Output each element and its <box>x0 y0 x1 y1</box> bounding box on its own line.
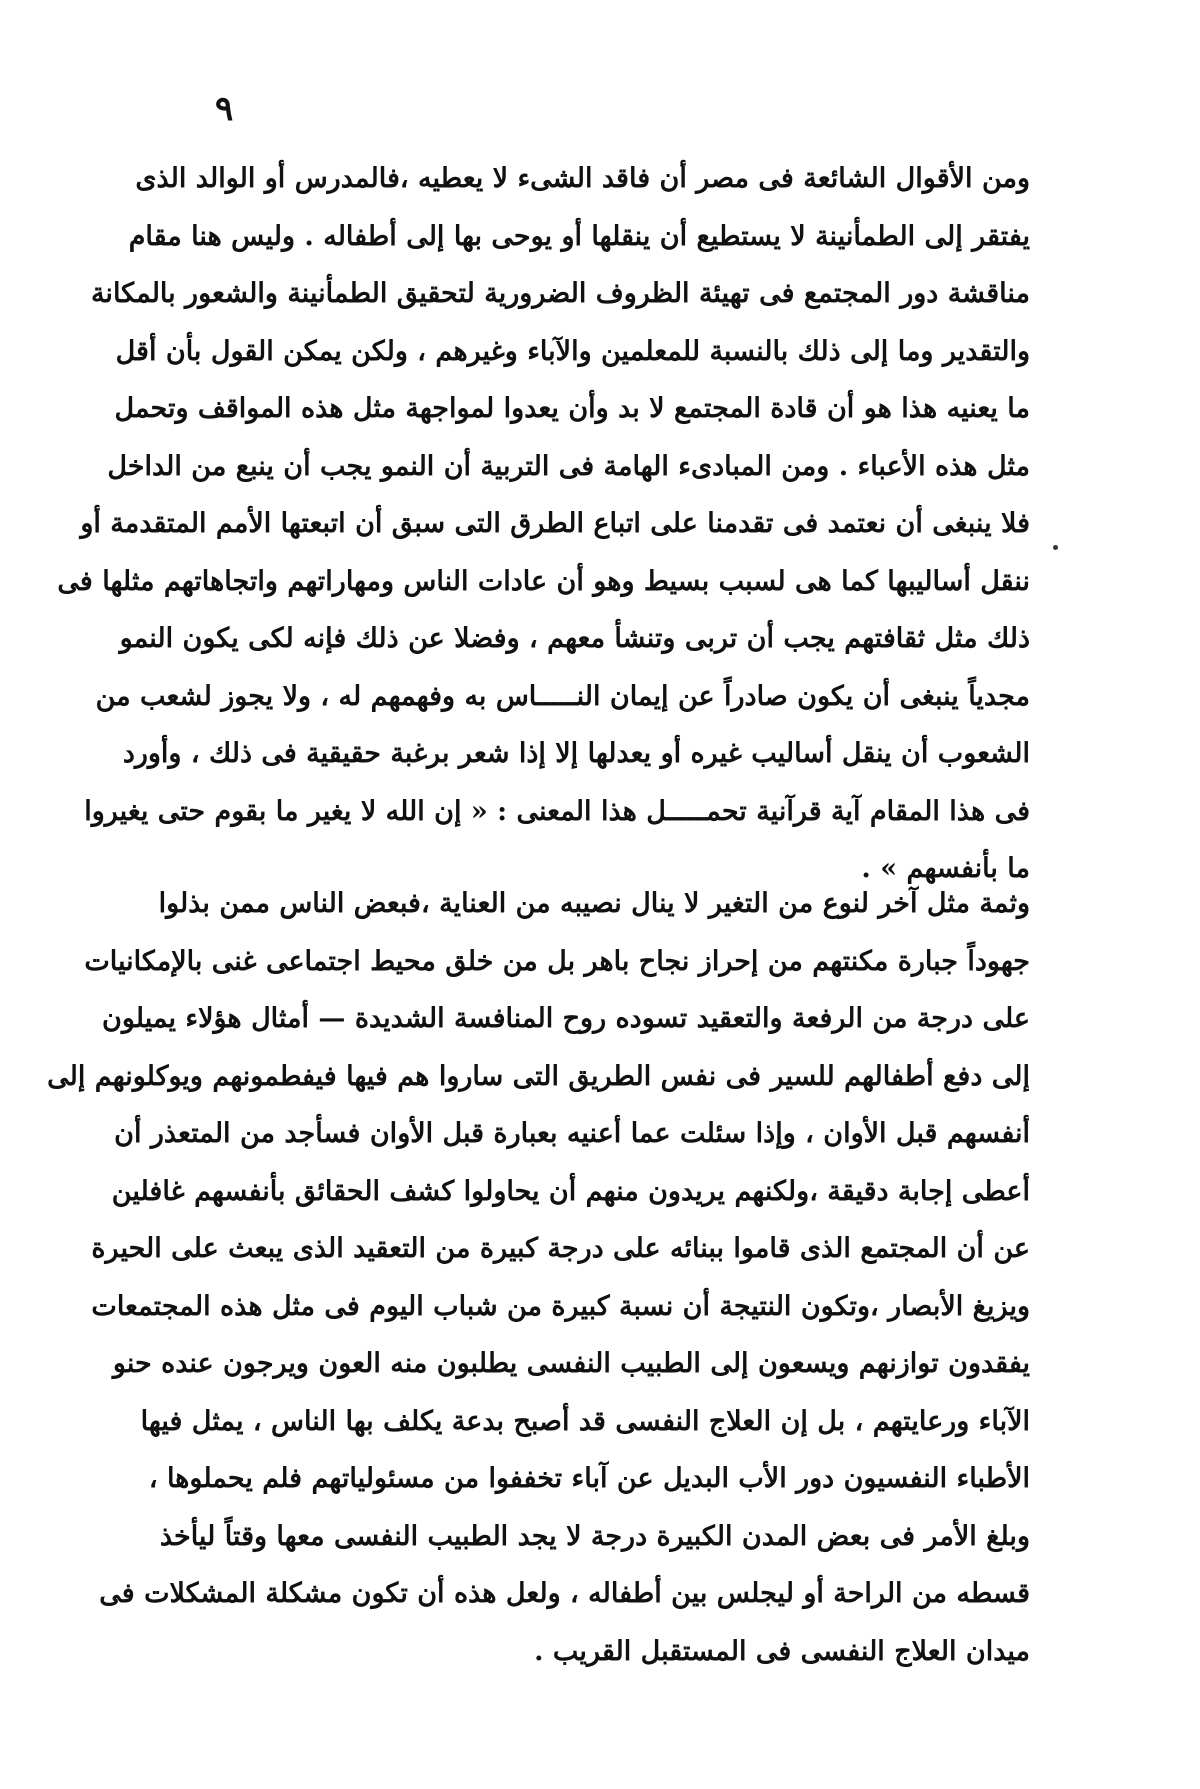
text-line: ويزيغ الأبصار ،وتكون النتيجة أن نسبة كبيرة من شباب اليوم فى مثل هذه المجتمعات <box>91 1290 1030 1322</box>
text-line: فى هذا المقام آية قرآنية تحمـــــل هذا المعنى : « إن الله لا يغير ما بقوم حتى يغيروا <box>84 795 1030 827</box>
text-line: مناقشة دور المجتمع فى تهيئة الظروف الضرورية لتحقيق الطمأنينة والشعور بالمكانة <box>90 278 1030 309</box>
text-line: على درجة من الرفعة والتعقيد تسوده روح المنافسة الشديدة — أمثال هؤلاء يميلون <box>102 1003 1030 1034</box>
text-line: مجدياً ينبغى أن يكون صادراً عن إيمان النـــــاس به وفهمهم له ، ولا يجوز لشعب من <box>95 680 1030 712</box>
text-line: ومن الأقوال الشائعة فى مصر أن فاقد الشىء لا يعطيه ،فالمدرس أو الوالد الذى <box>135 163 1030 194</box>
paragraph-2 <box>47 875 1030 1680</box>
text-line: قسطه من الراحة أو ليجلس بين أطفاله ، ولعل هذه أن تكون مشكلة المشكلات فى <box>99 1578 1030 1609</box>
text-line: الآباء ورعايتهم ، بل إن العلاج النفسى قد أصبح بدعة يكلف بها الناس ، يمثل فيها <box>140 1405 1030 1437</box>
text-line: وبلغ الأمر فى بعض المدن الكبيرة درجة لا يجد الطبيب النفسى معها وقتاً ليأخذ <box>159 1520 1030 1552</box>
text-line-last: ما بأنفسهم » . <box>861 853 1030 884</box>
text-line-last: ميدان العلاج النفسى فى المستقبل القريب . <box>534 1635 1030 1667</box>
text-line: أنفسهم قبل الأوان ، وإذا سئلت عما أعنيه بعبارة قبل الأوان فسأجد من المتعذر أن <box>114 1118 1030 1149</box>
text-line: جهوداً جبارة مكنتهم من إحراز نجاح باهر بل من خلق محيط اجتماعى غنى بالإمكانيات <box>84 945 1030 977</box>
text-line: ننقل أساليبها كما هى لسبب بسيط وهو أن عادات الناس ومهاراتهم واتجاهاتهم مثلها فى <box>57 565 1030 597</box>
text-line: والتقدير وما إلى ذلك بالنسبة للمعلمين والآباء وغيرهم ، ولكن يمكن القول بأن أقل <box>115 335 1030 367</box>
text-line: فلا ينبغى أن نعتمد فى تقدمنا على اتباع الطرق التى سبق أن اتبعتها الأمم المتقدمة أو <box>80 508 1030 539</box>
text-line: وثمة مثل آخر لنوع من التغير لا ينال نصيبه من العناية ،فبعض الناس ممن بذلوا <box>158 888 1030 919</box>
page-number: ٩ <box>215 89 234 129</box>
text-line: يفقدون توازنهم ويسعون إلى الطبيب النفسى يطلبون منه العون ويرجون عنده حنو <box>112 1348 1030 1379</box>
text-line: أعطى إجابة دقيقة ،ولكنهم يريدون منهم أن يحاولوا كشف الحقائق بأنفسهم غافلين <box>111 1175 1030 1207</box>
paragraph-1 <box>57 150 1030 898</box>
text-line: إلى دفع أطفالهم للسير فى نفس الطريق التى ساروا هم فيها فيفطمونهم ويوكلونهم إلى <box>47 1060 1030 1092</box>
text-line: الأطباء النفسيون دور الأب البديل عن آباء تخففوا من مسئولياتهم فلم يحملوها ، <box>148 1463 1030 1494</box>
text-line: يفتقر إلى الطمأنينة لا يستطيع أن ينقلها أو يوحى بها إلى أطفاله . وليس هنا مقام <box>128 220 1030 252</box>
text-line: ما يعنيه هذا هو أن قادة المجتمع لا بد وأن يعدوا لمواجهة مثل هذه المواقف وتحمل <box>114 393 1030 424</box>
text-line: مثل هذه الأعباء . ومن المبادىء الهامة فى التربية أن النمو يجب أن ينبع من الداخل <box>107 450 1030 482</box>
margin-mark <box>1053 545 1058 550</box>
text-line: الشعوب أن ينقل أساليب غيره أو يعدلها إلا إذا شعر برغبة حقيقية فى ذلك ، وأورد <box>122 738 1030 769</box>
text-line: عن أن المجتمع الذى قاموا ببنائه على درجة كبيرة من التعقيد الذى يبعث على الحيرة <box>91 1233 1030 1264</box>
text-line: ذلك مثل ثقافتهم يجب أن تربى وتنشأ معهم ، وفضلا عن ذلك فإنه لكى يكون النمو <box>119 623 1030 654</box>
